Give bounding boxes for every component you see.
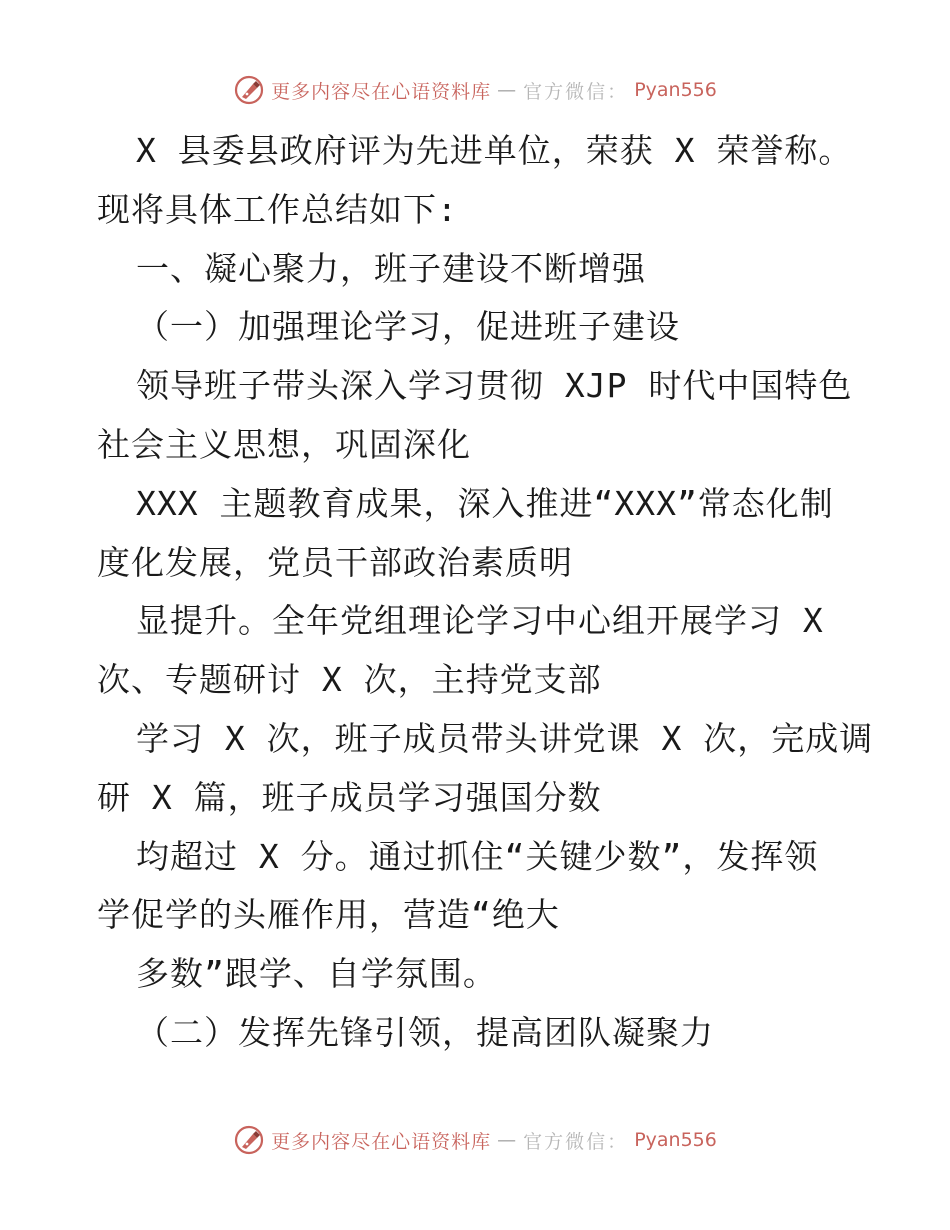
text-line: 多数”跟学、自学氛围。	[136, 954, 497, 994]
watermark-wechat-id: Pyan556	[634, 1129, 717, 1151]
watermark-label: 官方微信：	[523, 1130, 629, 1153]
text-line: 现将具体工作总结如下:	[97, 189, 458, 229]
text-line: XXX 主题教育成果，深入推进“XXX”常态化制	[136, 483, 834, 523]
footer-watermark	[0, 1120, 950, 1160]
watermark-brand: 更多内容尽在心语资料库	[271, 80, 492, 103]
text-line: 均超过 X 分。通过抓住“关键少数”，发挥领	[136, 836, 819, 876]
subsection-heading: （一）加强理论学习，促进班子建设	[136, 307, 680, 347]
watermark-separator: —	[497, 1129, 518, 1151]
document-body	[97, 122, 874, 1063]
text-line: 社会主义思想，巩固深化	[97, 424, 471, 464]
subsection-heading: （二）发挥先锋引领，提高团队凝聚力	[136, 1012, 714, 1052]
pen-nib-logo-icon	[233, 74, 265, 106]
text-line: X 县委县政府评为先进单位，荣获 X 荣誉称。	[136, 131, 853, 170]
text-line: 研 X 篇，班子成员学习强国分数	[97, 777, 602, 817]
watermark-brand: 更多内容尽在心语资料库	[271, 1130, 492, 1153]
header-watermark	[0, 70, 950, 110]
watermark-label: 官方微信：	[523, 80, 629, 103]
text-line: 领导班子带头深入学习贯彻 XJP 时代中国特色	[136, 366, 853, 406]
text-line: 学促学的头雁作用，营造“绝大	[97, 895, 560, 935]
text-line: 学习 X 次，班子成员带头讲党课 X 次，完成调	[136, 718, 874, 758]
pen-nib-logo-icon	[233, 1124, 265, 1156]
text-line: 显提升。全年党组理论学习中心组开展学习 X	[136, 601, 824, 641]
text-line: 次、专题研讨 X 次，主持党支部	[97, 660, 602, 700]
watermark-separator: —	[497, 79, 518, 101]
text-line: 度化发展，党员干部政治素质明	[97, 542, 573, 582]
watermark-wechat-id: Pyan556	[634, 79, 717, 101]
section-heading: 一、凝心聚力，班子建设不断增强	[136, 248, 646, 288]
